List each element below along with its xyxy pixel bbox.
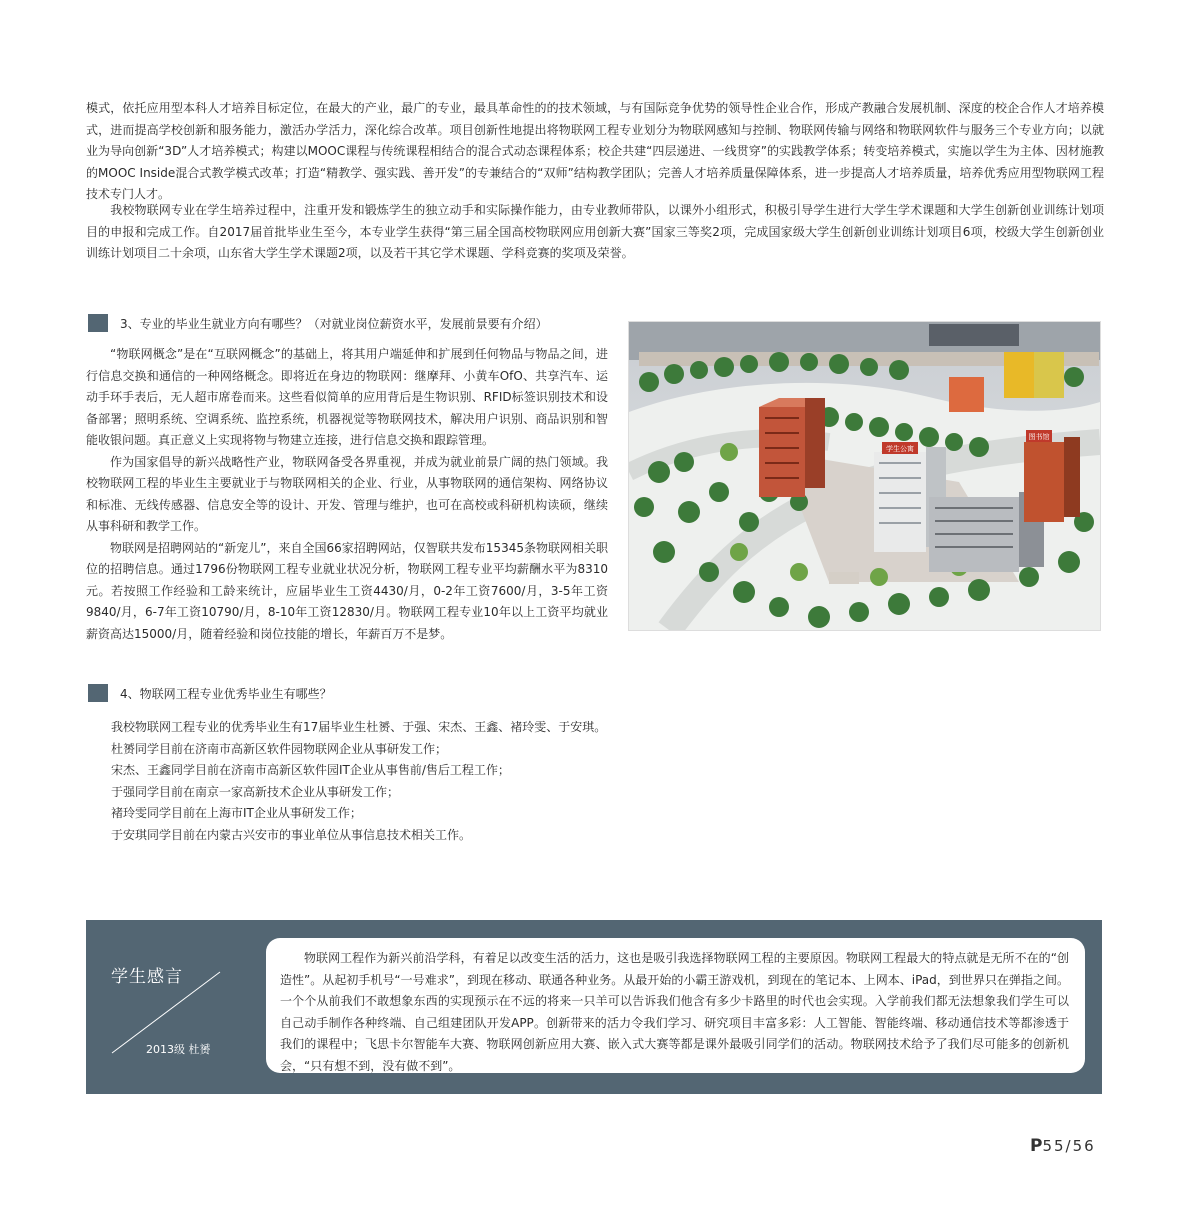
section-marker — [88, 314, 108, 332]
testimonial-text: 物联网工程作为新兴前沿学科，有着足以改变生活的活力，这也是吸引我选择物联网工程的主要原因。物联网工程最大的特点就是无所不在的“创造性”。从起初手机号“一号难求”，到现在移动、联通各种业务。从最开始的小霸王游戏机，到现在的笔记本、上网本、iPad，到世界只在弹指之间。一个个从前我们不敢想象东西的实现预示在不远的将来一只羊可以告诉我们他含有多少卡路里的时代也会实现。入学前我们都无法想象我们学生可以自己动手制作各种终端、自己组建团队开发APP。创新带来的活力令我们学习、研究项目丰富多彩：人工智能、智能终端、移动通信技术等都渗透于我们的课程中；飞思卡尔智能车大赛、物联网创新应用大赛、嵌入式大赛等都是课外最吸引同学们的活动。物联网技术给予了我们尽可能多的创新机会，“只有想不到，没有做不到”。 — [280, 951, 1069, 1073]
section-4-title: 4、物联网工程专业优秀毕业生有哪些？ — [120, 686, 332, 701]
section-3-paragraph-2: 作为国家倡导的新兴战略性产业，物联网备受各界重视，并成为就业前景广阔的热门领域。我校物联网工程的毕业生主要就业于与物联网相关的企业、行业，从事物联网的通信架构、网络协议和标准、无线传感器、信息安全等的设计、开发、管理与维护，也可在高校或科研机构读硕，继续从事科研和教学工作。 — [86, 454, 608, 533]
testimonial-band — [86, 920, 1102, 1094]
section-marker — [88, 684, 108, 702]
intro-paragraph-1: 模式，依托应用型本科人才培养目标定位，在最大的产业，最广的专业，最具革命性的的技术领域，与有国际竞争优势的领导性企业合作，形成产教融合发展机制、深度的校企合作人才培养模式，进而提高学校创新和服务能力，激活办学活力，深化综合改革。项目创新性地提出将物联网工程专业划分为物联网感知与控制、物联网传输与网络和物联网软件与服务三个专业方向；以就业为导向创新“3D”人才培养模式；构建以MOOC课程与传统课程相结合的混合式动态课程体系；校企共建“四层递进、一线贯穿”的实践教学体系；转变培养模式，实施以学生为主体、因材施教的MOOC Inside混合式教学模式改革；打造“精教学、强实践、善开发”的专兼结合的“双师”结构教学团队；完善人才培养质量保障体系，进一步提高人才培养质量，培养优秀应用型物联网工程技术专门人才。 — [86, 101, 1104, 201]
page-count: 55/56 — [1042, 1137, 1096, 1155]
section-3-heading — [88, 314, 548, 332]
graduate-list-item: 于强同学目前在南京一家高新技术企业从事研发工作； — [111, 784, 400, 799]
testimonial-box — [266, 938, 1085, 1073]
testimonial-title: 学生感言 — [111, 967, 183, 987]
campus-model-photo — [628, 321, 1101, 631]
graduate-list-item: 宋杰、王鑫同学目前在济南市高新区软件园IT企业从事售前/售后工程工作； — [111, 763, 510, 777]
section-3-title: 3、专业的毕业生就业方向有哪些？（对就业岗位薪资水平，发展前景要有介绍） — [120, 316, 548, 331]
graduate-list-item: 杜赟同学目前在济南市高新区软件园物联网企业从事研发工作； — [111, 741, 448, 756]
intro-paragraph-2: 我校物联网专业在学生培养过程中，注重开发和锻炼学生的独立动手和实际操作能力，由专业教师带队，以课外小组形式，积极引导学生进行大学生学术课题和大学生创新创业训练计划项目的申报和完成工作。自2017届首批毕业生至今，本专业学生获得“第三届全国高校物联网应用创新大赛”国家三等奖2项，完成国家级大学生创新创业训练计划项目6项，校级大学生创新创业训练计划项目二十余项，山东省大学生学术课题2项，以及若干其它学术课题、学科竞赛的奖项及荣誉。 — [86, 203, 1104, 260]
campus-model-illustration — [629, 322, 1100, 630]
testimonial-label — [86, 920, 248, 1094]
page-number — [1030, 1136, 1096, 1156]
testimonial-author: 2013级 杜赟 — [146, 1043, 211, 1056]
section-3-paragraph-1: “物联网概念”是在“互联网概念”的基础上，将其用户端延伸和扩展到任何物品与物品之间，进行信息交换和通信的一种网络概念。即将近在身边的物联网：继摩拜、小黄车OfO、共享汽车、运动手环手表后，无人超市席卷而来。这些看似简单的应用背后是生物识别、RFID标签识别技术和设备部署；照明系统、空调系统、监控系统，机器视觉等物联网技术，解决用户识别、商品识别和智能收银问题。真正意义上实现将物与物建立连接，进行信息交换和跟踪管理。 — [86, 347, 608, 447]
graduate-list — [111, 717, 606, 846]
graduate-list-item: 于安琪同学目前在内蒙古兴安市的事业单位从事信息技术相关工作。 — [111, 827, 472, 842]
diagonal-divider — [86, 920, 248, 1094]
dormitory-sign: 学生公寓 — [886, 445, 914, 453]
section-4-heading — [88, 684, 332, 702]
section-3-paragraph-3: 物联网是招聘网站的“新宠儿”，来自全国66家招聘网站，仅智联共发布15345条物联网相关职位的招聘信息。通过1796份物联网工程专业就业状况分析，物联网工程专业平均薪酬水平为8310元。若按照工作经验和工龄来统计，应届毕业生工资4430/月，0-2年工资7600/月，3-5年工资9840/月，6-7年工资10790/月，8-10年工资12830/月。物联网工程专业10年以上工资平均就业薪资高达15000/月，随着经验和岗位技能的增长，年薪百万不是梦。 — [86, 540, 608, 641]
graduate-list-item: 我校物联网工程专业的优秀毕业生有17届毕业生杜赟、于强、宋杰、王鑫、褚玲雯、于安琪。 — [111, 720, 607, 734]
library-sign: 图书馆 — [1028, 433, 1050, 441]
page-prefix: P — [1030, 1136, 1043, 1156]
graduate-list-item: 褚玲雯同学目前在上海市IT企业从事研发工作； — [111, 806, 362, 820]
section-3-body — [86, 344, 608, 645]
